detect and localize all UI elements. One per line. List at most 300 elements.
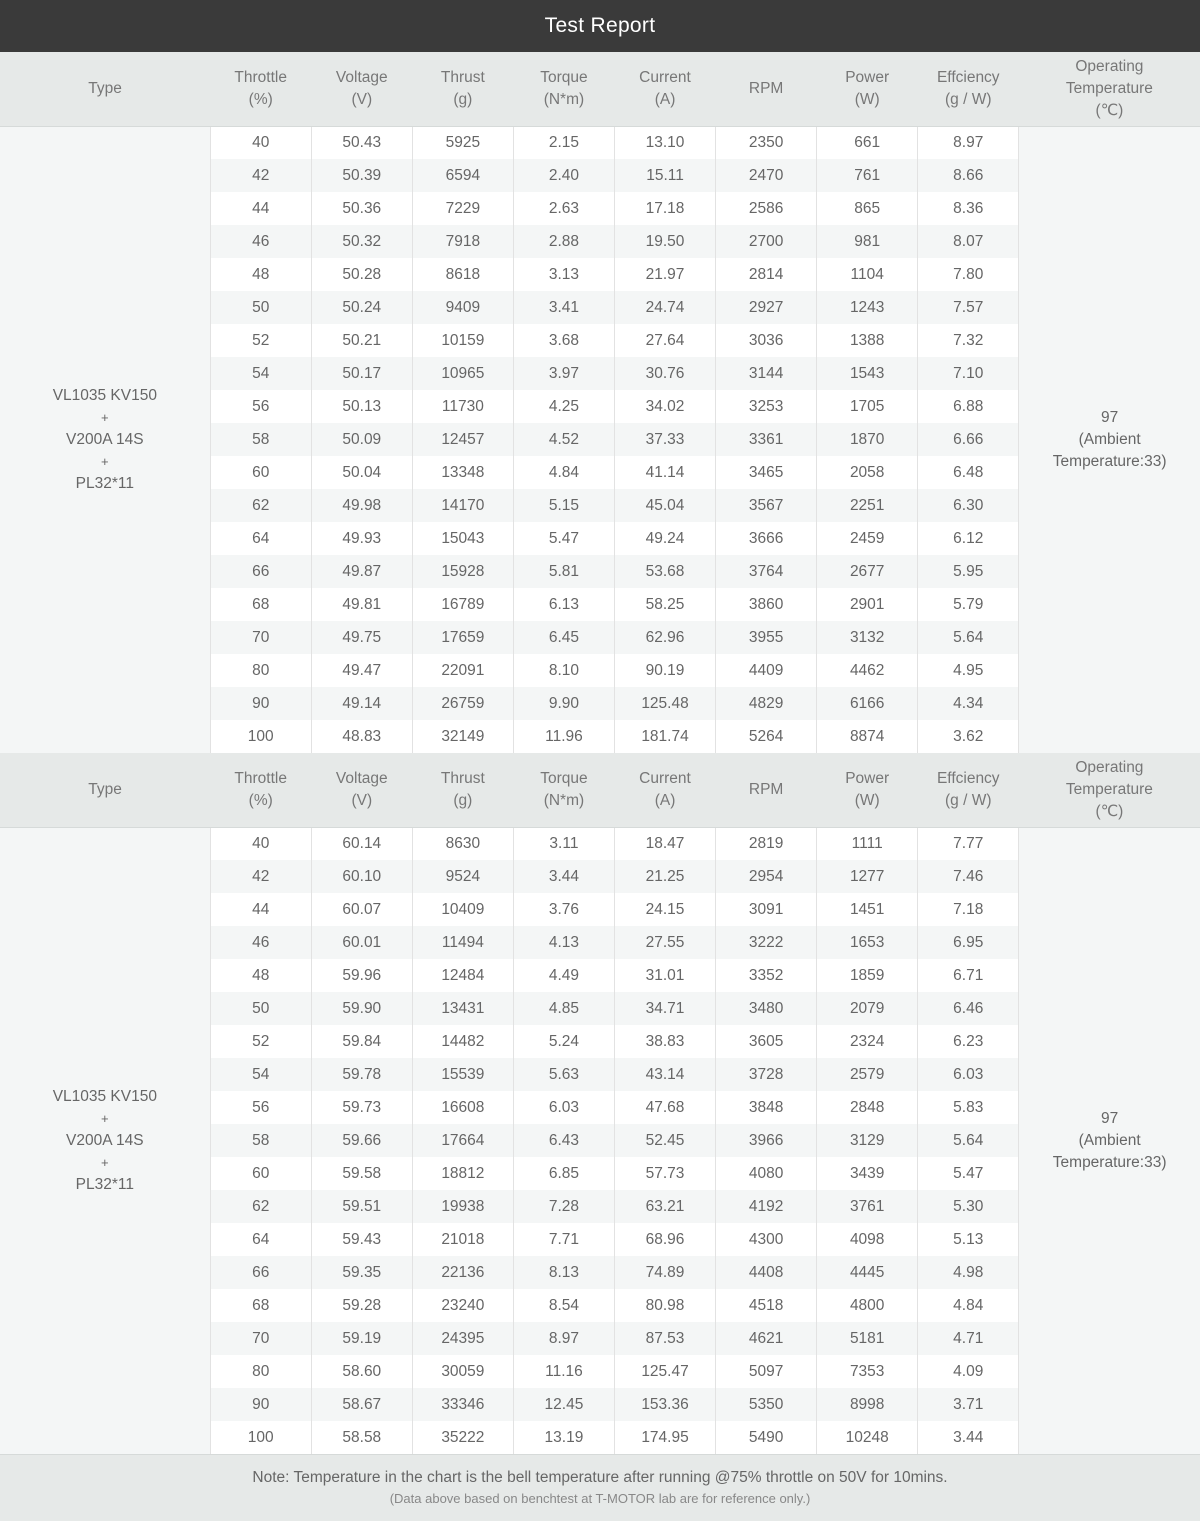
thrust-cell: 22136: [412, 1256, 513, 1289]
column-header-text: (W): [854, 90, 880, 108]
efficiency-cell: 7.46: [918, 860, 1019, 893]
current-cell: 27.55: [614, 926, 715, 959]
efficiency-cell: 6.30: [918, 489, 1019, 522]
voltage-cell: 59.66: [311, 1124, 412, 1157]
rpm-cell: 2586: [716, 192, 817, 225]
power-cell: 8998: [817, 1388, 918, 1421]
column-header-text: Throttle: [234, 68, 287, 86]
power-cell: 1111: [817, 827, 918, 860]
rpm-cell: 2470: [716, 159, 817, 192]
torque-cell: 7.28: [513, 1190, 614, 1223]
rpm-cell: 3955: [716, 621, 817, 654]
voltage-cell: 59.35: [311, 1256, 412, 1289]
rpm-cell: 2927: [716, 291, 817, 324]
efficiency-cell: 6.95: [918, 926, 1019, 959]
throttle-cell: 68: [210, 588, 311, 621]
current-cell: 24.15: [614, 893, 715, 926]
torque-cell: 2.40: [513, 159, 614, 192]
table-row: [0, 827, 1200, 860]
voltage-cell: 50.17: [311, 357, 412, 390]
throttle-cell: 100: [210, 720, 311, 753]
column-header-text: (%): [248, 90, 273, 108]
throttle-cell: 70: [210, 621, 311, 654]
rpm-cell: 3036: [716, 324, 817, 357]
footer-note: Note: Temperature in the chart is the bell temperature after running @75% throttle on 50V for 10mins.: [252, 1469, 948, 1486]
thrust-cell: 14170: [412, 489, 513, 522]
efficiency-cell: 7.57: [918, 291, 1019, 324]
thrust-cell: 9524: [412, 860, 513, 893]
current-cell: 68.96: [614, 1223, 715, 1256]
column-header-text: Current: [639, 769, 691, 787]
throttle-cell: 42: [210, 860, 311, 893]
current-cell: 87.53: [614, 1322, 715, 1355]
column-header-text: Voltage: [335, 769, 388, 787]
voltage-cell: 59.51: [311, 1190, 412, 1223]
power-cell: 2079: [817, 992, 918, 1025]
rpm-cell: 3966: [716, 1124, 817, 1157]
column-header-text: Thrust: [440, 68, 485, 86]
column-header-text: Type: [88, 79, 122, 97]
current-cell: 53.68: [614, 555, 715, 588]
torque-cell: 11.96: [513, 720, 614, 753]
power-cell: 10248: [817, 1421, 918, 1454]
current-cell: 13.10: [614, 126, 715, 159]
current-cell: 57.73: [614, 1157, 715, 1190]
column-header-text: Power: [845, 68, 890, 86]
column-header: [0, 753, 210, 827]
power-cell: 5181: [817, 1322, 918, 1355]
power-cell: 1277: [817, 860, 918, 893]
efficiency-cell: 4.09: [918, 1355, 1019, 1388]
torque-cell: 4.52: [513, 423, 614, 456]
thrust-cell: 5925: [412, 126, 513, 159]
efficiency-cell: 7.18: [918, 893, 1019, 926]
current-cell: 125.47: [614, 1355, 715, 1388]
power-cell: 761: [817, 159, 918, 192]
thrust-cell: 14482: [412, 1025, 513, 1058]
motor-type-line: VL1035 KV150: [52, 1087, 157, 1105]
current-cell: 21.97: [614, 258, 715, 291]
voltage-cell: 59.58: [311, 1157, 412, 1190]
throttle-cell: 100: [210, 1421, 311, 1454]
thrust-cell: 16789: [412, 588, 513, 621]
efficiency-cell: 7.77: [918, 827, 1019, 860]
column-header-text: (V): [351, 90, 373, 108]
power-cell: 1104: [817, 258, 918, 291]
current-cell: 19.50: [614, 225, 715, 258]
current-cell: 174.95: [614, 1421, 715, 1454]
power-cell: 3761: [817, 1190, 918, 1223]
efficiency-cell: 4.71: [918, 1322, 1019, 1355]
thrust-cell: 32149: [412, 720, 513, 753]
footer-disclaimer: (Data above based on benchtest at T-MOTOR lab are for reference only.): [389, 1491, 811, 1506]
motor-type-line: V200A 14S: [66, 1131, 144, 1149]
current-cell: 49.24: [614, 522, 715, 555]
rpm-cell: 2350: [716, 126, 817, 159]
motor-type-line: PL32*11: [75, 1175, 134, 1193]
power-cell: 4098: [817, 1223, 918, 1256]
power-cell: 2579: [817, 1058, 918, 1091]
efficiency-cell: 5.79: [918, 588, 1019, 621]
temperature-line: 97: [1101, 408, 1119, 426]
torque-cell: 3.41: [513, 291, 614, 324]
rpm-cell: 5097: [716, 1355, 817, 1388]
torque-cell: 4.84: [513, 456, 614, 489]
voltage-cell: 49.87: [311, 555, 412, 588]
throttle-cell: 64: [210, 522, 311, 555]
column-header-text: Thrust: [440, 769, 485, 787]
voltage-cell: 50.28: [311, 258, 412, 291]
throttle-cell: 44: [210, 192, 311, 225]
power-cell: 1870: [817, 423, 918, 456]
thrust-cell: 22091: [412, 654, 513, 687]
efficiency-cell: 3.71: [918, 1388, 1019, 1421]
torque-cell: 6.13: [513, 588, 614, 621]
throttle-cell: 66: [210, 1256, 311, 1289]
report-footer: [0, 1454, 1200, 1521]
efficiency-cell: 5.64: [918, 621, 1019, 654]
throttle-cell: 60: [210, 1157, 311, 1190]
column-header: [918, 52, 1019, 126]
current-cell: 27.64: [614, 324, 715, 357]
throttle-cell: 48: [210, 258, 311, 291]
current-cell: 47.68: [614, 1091, 715, 1124]
voltage-cell: 49.98: [311, 489, 412, 522]
voltage-cell: 49.81: [311, 588, 412, 621]
efficiency-cell: 8.07: [918, 225, 1019, 258]
current-cell: 74.89: [614, 1256, 715, 1289]
thrust-cell: 18812: [412, 1157, 513, 1190]
throttle-cell: 52: [210, 324, 311, 357]
rpm-cell: 5490: [716, 1421, 817, 1454]
motor-type-line: PL32*11: [75, 474, 134, 492]
rpm-cell: 2954: [716, 860, 817, 893]
rpm-cell: 4408: [716, 1256, 817, 1289]
efficiency-cell: 7.10: [918, 357, 1019, 390]
throttle-cell: 68: [210, 1289, 311, 1322]
column-header: [716, 52, 817, 126]
power-cell: 2251: [817, 489, 918, 522]
torque-cell: 8.54: [513, 1289, 614, 1322]
torque-cell: 3.11: [513, 827, 614, 860]
thrust-cell: 12484: [412, 959, 513, 992]
current-cell: 17.18: [614, 192, 715, 225]
current-cell: 153.36: [614, 1388, 715, 1421]
voltage-cell: 49.47: [311, 654, 412, 687]
power-cell: 2677: [817, 555, 918, 588]
current-cell: 45.04: [614, 489, 715, 522]
power-cell: 2848: [817, 1091, 918, 1124]
column-header-text: (g): [453, 791, 473, 809]
current-cell: 62.96: [614, 621, 715, 654]
column-header-text: (N*m): [543, 90, 585, 108]
column-header-text: Voltage: [335, 68, 388, 86]
torque-cell: 12.45: [513, 1388, 614, 1421]
thrust-cell: 19938: [412, 1190, 513, 1223]
thrust-cell: 15043: [412, 522, 513, 555]
voltage-cell: 59.84: [311, 1025, 412, 1058]
current-cell: 31.01: [614, 959, 715, 992]
efficiency-cell: 5.30: [918, 1190, 1019, 1223]
motor-type-line: +: [101, 1110, 109, 1126]
motor-type-line: +: [101, 1154, 109, 1170]
voltage-cell: 59.19: [311, 1322, 412, 1355]
torque-cell: 8.13: [513, 1256, 614, 1289]
column-header: [1019, 753, 1200, 827]
torque-cell: 4.85: [513, 992, 614, 1025]
power-cell: 4445: [817, 1256, 918, 1289]
thrust-cell: 24395: [412, 1322, 513, 1355]
throttle-cell: 90: [210, 687, 311, 720]
efficiency-cell: 3.44: [918, 1421, 1019, 1454]
efficiency-cell: 6.46: [918, 992, 1019, 1025]
report-title-bar: [0, 0, 1200, 52]
column-header: [210, 52, 311, 126]
power-cell: 3129: [817, 1124, 918, 1157]
motor-type-cell: [0, 126, 210, 753]
throttle-cell: 62: [210, 1190, 311, 1223]
throttle-cell: 52: [210, 1025, 311, 1058]
torque-cell: 11.16: [513, 1355, 614, 1388]
throttle-cell: 50: [210, 992, 311, 1025]
temperature-line: Temperature:33): [1052, 452, 1167, 470]
throttle-cell: 46: [210, 225, 311, 258]
rpm-cell: 3091: [716, 893, 817, 926]
column-header: [311, 753, 412, 827]
power-cell: 2901: [817, 588, 918, 621]
thrust-cell: 10409: [412, 893, 513, 926]
rpm-cell: 5350: [716, 1388, 817, 1421]
torque-cell: 3.44: [513, 860, 614, 893]
table-row: [0, 126, 1200, 159]
voltage-cell: 50.21: [311, 324, 412, 357]
torque-cell: 5.63: [513, 1058, 614, 1091]
power-cell: 1543: [817, 357, 918, 390]
motor-type-line: +: [101, 409, 109, 425]
column-header-text: Torque: [540, 769, 588, 787]
column-header-text: (g / W): [945, 90, 992, 108]
thrust-cell: 15928: [412, 555, 513, 588]
thrust-cell: 26759: [412, 687, 513, 720]
voltage-cell: 50.43: [311, 126, 412, 159]
column-header: [0, 52, 210, 126]
throttle-cell: 66: [210, 555, 311, 588]
efficiency-cell: 6.88: [918, 390, 1019, 423]
rpm-cell: 3567: [716, 489, 817, 522]
torque-cell: 8.97: [513, 1322, 614, 1355]
column-header-text: Power: [845, 769, 890, 787]
column-header: [614, 52, 715, 126]
rpm-cell: 2819: [716, 827, 817, 860]
voltage-cell: 59.78: [311, 1058, 412, 1091]
power-cell: 865: [817, 192, 918, 225]
column-header: [716, 753, 817, 827]
motor-type-line: +: [101, 453, 109, 469]
column-header-text: (℃): [1095, 802, 1124, 820]
rpm-cell: 3728: [716, 1058, 817, 1091]
voltage-cell: 58.58: [311, 1421, 412, 1454]
voltage-cell: 60.01: [311, 926, 412, 959]
rpm-cell: 3253: [716, 390, 817, 423]
throttle-cell: 54: [210, 1058, 311, 1091]
column-header-text: (g / W): [945, 791, 992, 809]
efficiency-cell: 8.36: [918, 192, 1019, 225]
current-cell: 24.74: [614, 291, 715, 324]
thrust-cell: 6594: [412, 159, 513, 192]
voltage-cell: 50.13: [311, 390, 412, 423]
torque-cell: 3.97: [513, 357, 614, 390]
thrust-cell: 8630: [412, 827, 513, 860]
column-header-text: Effciency: [936, 769, 1000, 787]
voltage-cell: 58.67: [311, 1388, 412, 1421]
power-cell: 4462: [817, 654, 918, 687]
current-cell: 34.71: [614, 992, 715, 1025]
efficiency-cell: 6.12: [918, 522, 1019, 555]
column-header-text: RPM: [748, 79, 784, 97]
rpm-cell: 3764: [716, 555, 817, 588]
torque-cell: 3.13: [513, 258, 614, 291]
throttle-cell: 58: [210, 1124, 311, 1157]
efficiency-cell: 7.80: [918, 258, 1019, 291]
column-header: [412, 753, 513, 827]
efficiency-cell: 8.97: [918, 126, 1019, 159]
column-header: [817, 753, 918, 827]
power-cell: 3132: [817, 621, 918, 654]
thrust-cell: 12457: [412, 423, 513, 456]
efficiency-cell: 5.64: [918, 1124, 1019, 1157]
column-header-text: Operating: [1075, 758, 1144, 776]
torque-cell: 6.45: [513, 621, 614, 654]
efficiency-cell: 6.23: [918, 1025, 1019, 1058]
rpm-cell: 3605: [716, 1025, 817, 1058]
column-header: [311, 52, 412, 126]
efficiency-cell: 6.03: [918, 1058, 1019, 1091]
column-header-text: (W): [854, 791, 880, 809]
thrust-cell: 17664: [412, 1124, 513, 1157]
column-header-text: Temperature: [1065, 780, 1153, 798]
throttle-cell: 90: [210, 1388, 311, 1421]
rpm-cell: 4080: [716, 1157, 817, 1190]
rpm-cell: 3222: [716, 926, 817, 959]
column-header-text: Operating: [1075, 57, 1144, 75]
temperature-line: (Ambient: [1078, 1131, 1141, 1149]
efficiency-cell: 4.84: [918, 1289, 1019, 1322]
thrust-cell: 15539: [412, 1058, 513, 1091]
efficiency-cell: 4.98: [918, 1256, 1019, 1289]
torque-cell: 3.76: [513, 893, 614, 926]
report-title: Test Report: [544, 14, 656, 37]
torque-cell: 2.88: [513, 225, 614, 258]
torque-cell: 8.10: [513, 654, 614, 687]
column-header: [614, 753, 715, 827]
torque-cell: 6.85: [513, 1157, 614, 1190]
motor-type-cell: [0, 827, 210, 1454]
thrust-cell: 10965: [412, 357, 513, 390]
throttle-cell: 80: [210, 654, 311, 687]
current-cell: 43.14: [614, 1058, 715, 1091]
voltage-cell: 50.39: [311, 159, 412, 192]
power-cell: 1653: [817, 926, 918, 959]
rpm-cell: 4621: [716, 1322, 817, 1355]
temperature-line: Temperature:33): [1052, 1153, 1167, 1171]
efficiency-cell: 7.32: [918, 324, 1019, 357]
power-cell: 4800: [817, 1289, 918, 1322]
voltage-cell: 50.36: [311, 192, 412, 225]
current-cell: 15.11: [614, 159, 715, 192]
throttle-cell: 40: [210, 126, 311, 159]
rpm-cell: 4300: [716, 1223, 817, 1256]
torque-cell: 6.03: [513, 1091, 614, 1124]
torque-cell: 13.19: [513, 1421, 614, 1454]
rpm-cell: 4409: [716, 654, 817, 687]
current-cell: 181.74: [614, 720, 715, 753]
current-cell: 63.21: [614, 1190, 715, 1223]
column-header-text: Current: [639, 68, 691, 86]
throttle-cell: 54: [210, 357, 311, 390]
power-cell: 2058: [817, 456, 918, 489]
rpm-cell: 3465: [716, 456, 817, 489]
thrust-cell: 13431: [412, 992, 513, 1025]
voltage-cell: 49.75: [311, 621, 412, 654]
column-header-text: (g): [453, 90, 473, 108]
power-cell: 2324: [817, 1025, 918, 1058]
voltage-cell: 59.73: [311, 1091, 412, 1124]
thrust-cell: 10159: [412, 324, 513, 357]
rpm-cell: 5264: [716, 720, 817, 753]
power-cell: 8874: [817, 720, 918, 753]
power-cell: 1705: [817, 390, 918, 423]
table-header-row: [0, 52, 1200, 126]
thrust-cell: 9409: [412, 291, 513, 324]
rpm-cell: 4829: [716, 687, 817, 720]
column-header-text: (%): [248, 791, 273, 809]
power-cell: 981: [817, 225, 918, 258]
voltage-cell: 58.60: [311, 1355, 412, 1388]
efficiency-cell: 6.66: [918, 423, 1019, 456]
efficiency-cell: 5.47: [918, 1157, 1019, 1190]
rpm-cell: 2700: [716, 225, 817, 258]
column-header-text: Temperature: [1065, 79, 1153, 97]
current-cell: 90.19: [614, 654, 715, 687]
table-header-row: [0, 753, 1200, 827]
current-cell: 37.33: [614, 423, 715, 456]
column-header-text: RPM: [748, 780, 784, 798]
power-cell: 3439: [817, 1157, 918, 1190]
torque-cell: 7.71: [513, 1223, 614, 1256]
torque-cell: 4.25: [513, 390, 614, 423]
current-cell: 30.76: [614, 357, 715, 390]
column-header: [513, 753, 614, 827]
column-header-text: (V): [351, 791, 373, 809]
torque-cell: 6.43: [513, 1124, 614, 1157]
torque-cell: 5.24: [513, 1025, 614, 1058]
test-table-section: [0, 753, 1200, 1454]
efficiency-cell: 5.13: [918, 1223, 1019, 1256]
throttle-cell: 42: [210, 159, 311, 192]
throttle-cell: 56: [210, 1091, 311, 1124]
column-header: [918, 753, 1019, 827]
throttle-cell: 46: [210, 926, 311, 959]
rpm-cell: 4518: [716, 1289, 817, 1322]
current-cell: 52.45: [614, 1124, 715, 1157]
temperature-line: (Ambient: [1078, 430, 1141, 448]
voltage-cell: 50.04: [311, 456, 412, 489]
throttle-cell: 58: [210, 423, 311, 456]
column-header-text: (A): [654, 791, 676, 809]
throttle-cell: 80: [210, 1355, 311, 1388]
column-header-text: Throttle: [234, 769, 287, 787]
rpm-cell: 3361: [716, 423, 817, 456]
